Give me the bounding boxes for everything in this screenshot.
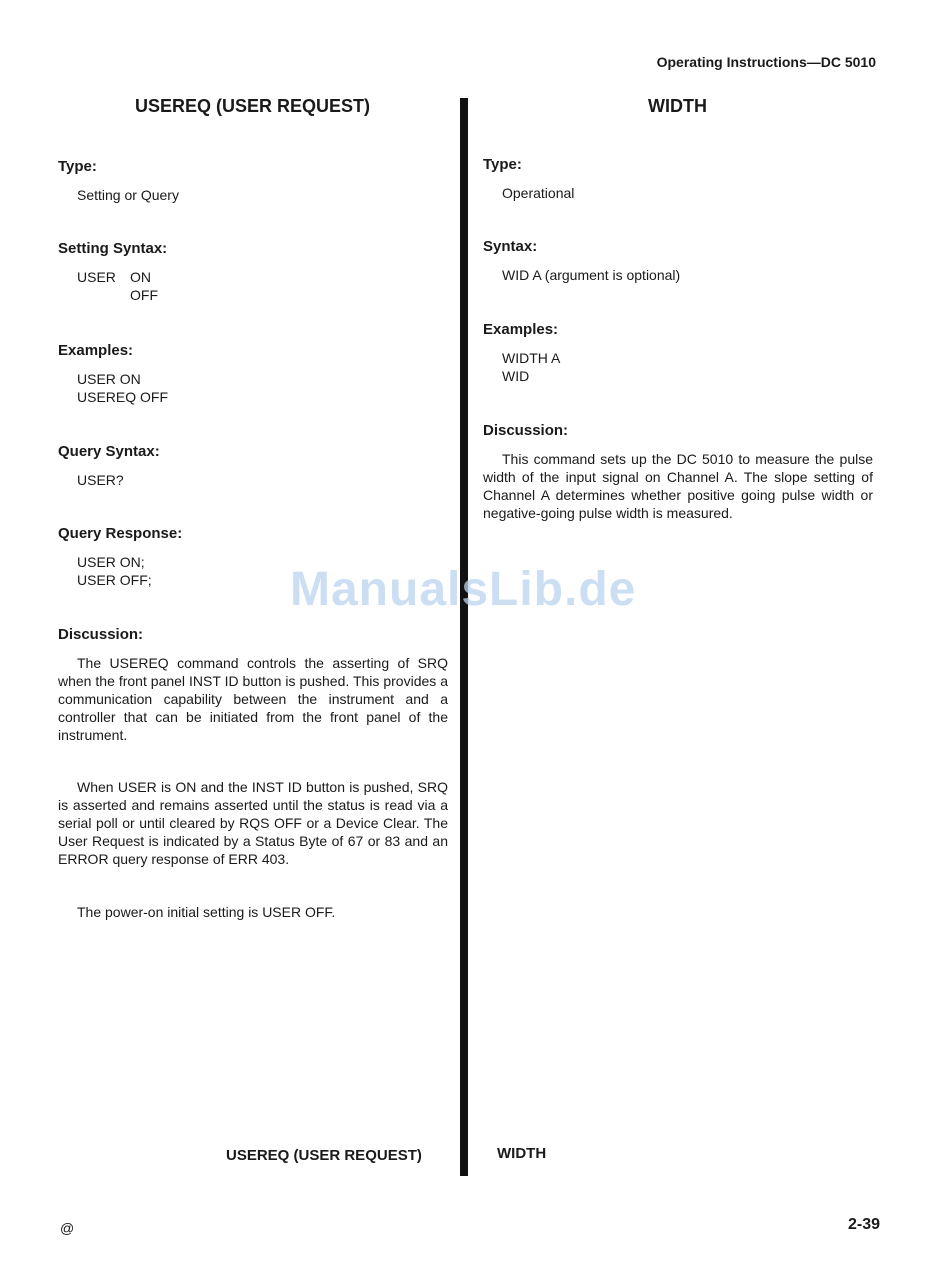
- examples-block: [483, 349, 873, 385]
- response-item: USER OFF;: [77, 572, 152, 588]
- syntax-heading: Syntax:: [483, 238, 538, 255]
- discussion-paragraph: When USER is ON and the INST ID button is pushed, SRQ is asserted and remains asserted until the status is read via a serial poll or until cleared by RQS OFF or a Device Clear. The User Request is indicated by a Status Byte of 67 or 83 and an ERROR query response of ERR 403.: [58, 779, 448, 867]
- discussion-heading: Discussion:: [58, 626, 144, 643]
- response-item: USER ON;: [77, 554, 145, 570]
- setting-syntax-heading: Setting Syntax:: [58, 240, 168, 257]
- watermark: ManualsLib.de: [290, 563, 637, 616]
- examples-heading: Examples:: [58, 342, 134, 359]
- setting-keyword: USER: [77, 269, 116, 285]
- type-heading: Type:: [483, 156, 522, 173]
- left-column: [58, 158, 448, 921]
- example-item: USER ON: [77, 371, 141, 387]
- setting-option-off: OFF: [130, 287, 158, 303]
- example-item: USEREQ OFF: [77, 389, 169, 405]
- left-section-title: USEREQ (USER REQUEST): [134, 96, 371, 116]
- type-value: Setting or Query: [77, 187, 179, 203]
- discussion-heading: Discussion:: [483, 422, 569, 439]
- examples-block: [58, 370, 448, 406]
- type-value: Operational: [502, 185, 575, 201]
- query-syntax-heading: Query Syntax:: [58, 443, 160, 460]
- example-item: WID: [502, 368, 530, 384]
- query-syntax-value: USER?: [77, 472, 124, 488]
- page-number: 2-39: [847, 1216, 880, 1233]
- footer-left-label: USEREQ (USER REQUEST): [226, 1147, 422, 1164]
- discussion-paragraph: The power-on initial setting is USER OFF.: [77, 904, 336, 920]
- copyright-symbol: @: [60, 1220, 75, 1236]
- discussion-paragraph: The USEREQ command controls the asserting of SRQ when the front panel INST ID button is pushed. This provides a communication capability between the instrument and a controller that can be initiated from the front panel of the instrument.: [58, 655, 448, 743]
- discussion-paragraph: This command sets up the DC 5010 to measure the pulse width of the input signal on Channel A. The slope setting of Channel A determines whether positive going pulse width or negative-going pulse width is measured.: [483, 451, 873, 521]
- syntax-value: WID A (argument is optional): [502, 267, 681, 283]
- type-heading: Type:: [58, 158, 97, 175]
- example-item: WIDTH A: [502, 350, 561, 366]
- query-response-heading: Query Response:: [58, 525, 183, 542]
- footer-right-label: WIDTH: [497, 1145, 547, 1162]
- setting-syntax-block: [58, 268, 448, 304]
- column-divider: [460, 98, 468, 1176]
- setting-option-on: ON: [130, 269, 151, 285]
- right-section-title: WIDTH: [648, 96, 707, 116]
- running-header: Operating Instructions—DC 5010: [656, 54, 876, 70]
- right-column: [483, 156, 873, 522]
- examples-heading: Examples:: [483, 321, 559, 338]
